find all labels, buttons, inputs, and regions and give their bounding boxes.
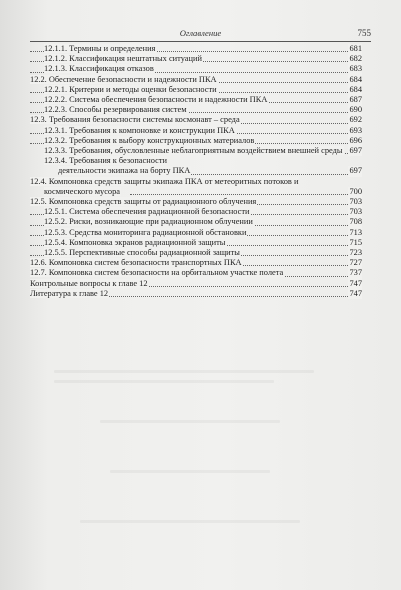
- toc-entry[interactable]: [30, 64, 362, 74]
- toc-entry-page: 690: [349, 105, 362, 115]
- toc-entry-page: 737: [349, 268, 362, 278]
- leader-dots: [130, 194, 362, 195]
- page-number: 755: [357, 28, 371, 38]
- toc-entry[interactable]: [30, 115, 362, 125]
- toc-entry-title: 12.1.3. Классификация отказов: [44, 64, 154, 74]
- toc-entry-title: Литература к главе 12: [30, 288, 109, 298]
- toc-entry-page: 681: [349, 44, 362, 53]
- toc-entry[interactable]: [30, 156, 362, 176]
- toc-entry-title: 12.3.4. Требования к безопасности деятельности экипажа на борту ПКА: [44, 156, 191, 176]
- toc-entry-page: 713: [349, 227, 362, 237]
- toc-entry-page: 683: [349, 64, 362, 74]
- toc-entry-page: 697: [349, 166, 362, 176]
- toc-entry[interactable]: [30, 44, 362, 54]
- toc-entry[interactable]: [30, 75, 362, 85]
- toc-entry-title: 12.1.2. Классификация нештатных ситуаций: [44, 54, 202, 64]
- toc-entry-title: 12.3.1. Требования к компоновке и конструкции ПКА: [44, 125, 235, 135]
- toc-entry[interactable]: [30, 95, 362, 105]
- show-through-line: [54, 380, 274, 383]
- toc-entry[interactable]: [30, 268, 362, 278]
- toc-entry-title: 12.1.1. Термины и определения: [44, 44, 156, 53]
- toc-entry-title: 12.4. Компоновка средств защиты экипажа ПКА от метеоритных потоков и космического мусора: [30, 176, 299, 196]
- toc-entry[interactable]: [30, 217, 362, 227]
- toc-entry[interactable]: [30, 258, 362, 268]
- toc-entry-page: 747: [349, 278, 362, 288]
- toc-entry-page: 696: [349, 135, 362, 145]
- toc-entry-page: 703: [349, 207, 362, 217]
- toc-entry[interactable]: [30, 126, 362, 136]
- toc-entry-title: 12.2. Обеспечение безопасности и надежности ПКА: [30, 74, 217, 84]
- toc-entry-page: 703: [349, 197, 362, 207]
- toc-entry[interactable]: [30, 105, 362, 115]
- toc-entry[interactable]: [30, 54, 362, 64]
- toc-entry[interactable]: [30, 207, 362, 217]
- toc-entry[interactable]: [30, 279, 362, 289]
- toc-entry-title: 12.7. Компоновка систем безопасности на орбитальном участке полета: [30, 268, 284, 278]
- toc-entry-title: 12.2.2. Система обеспечения безопасности и надежности ПКА: [44, 95, 268, 105]
- toc-entry-title: 12.3.2. Требования к выбору конструкционных материалов: [44, 135, 255, 145]
- toc-entry-page: 747: [349, 288, 362, 298]
- toc-entry-title: Контрольные вопросы к главе 12: [30, 278, 148, 288]
- toc-entry[interactable]: [30, 85, 362, 95]
- toc-entry-title: 12.5.5. Перспективные способы радиационной защиты: [44, 248, 240, 258]
- toc-entry-title: 12.5.4. Компоновка экранов радиационной защиты: [44, 237, 226, 247]
- toc-entry[interactable]: [30, 177, 362, 197]
- toc-entry-title: 12.3.3. Требования, обусловленные неблагоприятным воздействием внешней среды: [44, 146, 343, 156]
- toc-entry[interactable]: [30, 248, 362, 258]
- toc-entry[interactable]: [30, 228, 362, 238]
- toc-entry-page: 687: [349, 95, 362, 105]
- toc-entry[interactable]: [30, 289, 362, 299]
- toc-entry-page: 682: [349, 54, 362, 64]
- show-through-line: [54, 370, 314, 373]
- toc-entry-title: 12.2.1. Критерии и методы оценки безопасности: [44, 84, 217, 94]
- toc-entry[interactable]: [30, 146, 362, 156]
- table-of-contents: [30, 44, 362, 299]
- toc-entry-title: 12.5.2. Риски, возникающие при радиационном облучении: [44, 217, 253, 227]
- toc-entry-page: 700: [349, 186, 362, 196]
- show-through-line: [80, 520, 300, 523]
- toc-entry-page: 684: [349, 74, 362, 84]
- toc-entry[interactable]: [30, 136, 362, 146]
- toc-entry-page: 693: [349, 125, 362, 135]
- toc-entry-title: 12.5.1. Система обеспечения радиационной безопасности: [44, 207, 250, 217]
- toc-entry-title: 12.6. Компоновка систем безопасности транспортных ПКА: [30, 258, 242, 268]
- toc-entry-page: 692: [349, 115, 362, 125]
- toc-entry-page: 715: [349, 237, 362, 247]
- toc-entry-title: 12.3. Требования безопасности системы космонавт – среда: [30, 115, 240, 125]
- toc-entry-page: 684: [349, 84, 362, 94]
- header-title: Оглавление: [179, 28, 222, 38]
- toc-entry-page: 723: [349, 248, 362, 258]
- toc-entry[interactable]: [30, 197, 362, 207]
- toc-entry-title: 12.5.3. Средства мониторинга радиационной обстановки: [44, 227, 247, 237]
- toc-entry-page: 708: [349, 217, 362, 227]
- toc-entry-page: 727: [349, 258, 362, 268]
- header-rule: [30, 41, 371, 42]
- toc-entry-title: 12.2.3. Способы резервирования систем: [44, 105, 187, 115]
- toc-entry-page: 697: [349, 146, 362, 156]
- show-through-line: [100, 420, 280, 423]
- show-through-line: [110, 470, 270, 473]
- toc-entry[interactable]: [30, 238, 362, 248]
- toc-entry-title: 12.5. Компоновка средств защиты от радиационного облучения: [30, 197, 257, 207]
